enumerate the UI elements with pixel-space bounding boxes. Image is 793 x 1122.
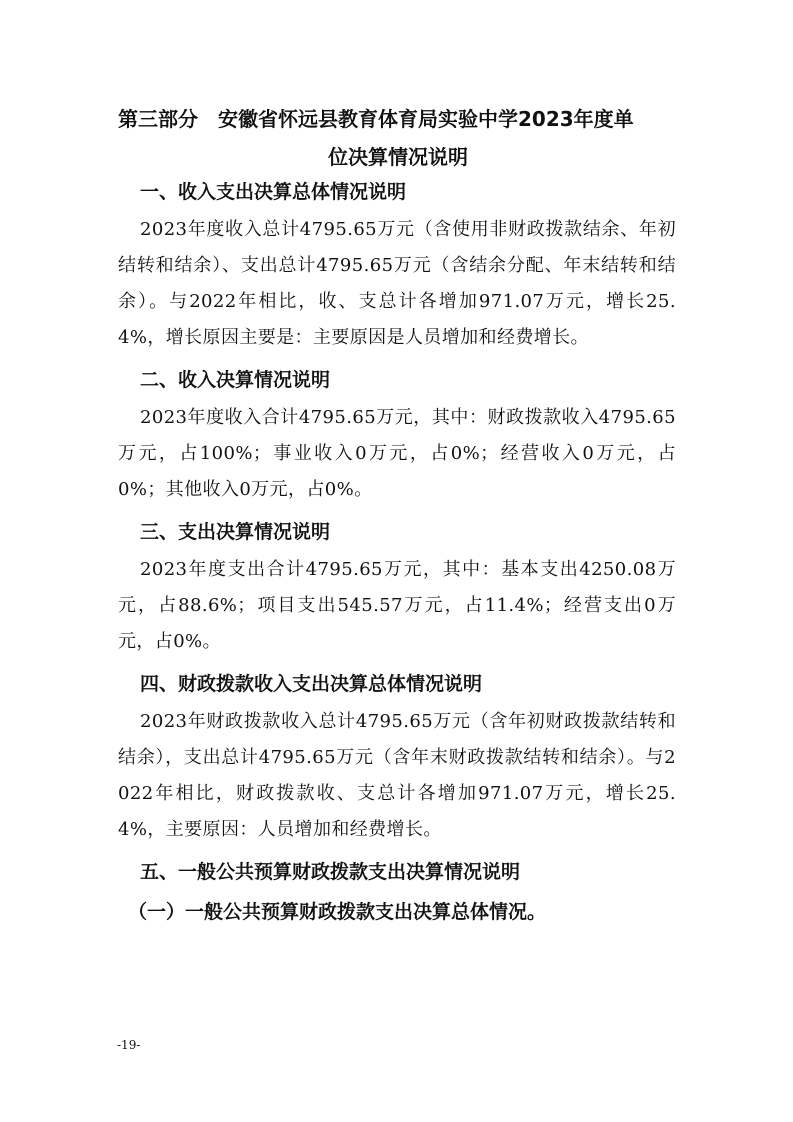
section-paragraph-2: 2023年度收入合计4795.65万元，其中：财政拨款收入4795.65万元，占100%；事业收入0万元，占0%；经营收入0万元，占0%；其他收入0万元，占0%。 xyxy=(118,407,676,500)
section-paragraph-4: 2023年财政拨款收入总计4795.65万元（含年初财政拨款结转和结余），支出总计4795.65万元（含年末财政拨款结转和结余）。与2022年相比，财政拨款收、支总计各增加971.07万元，增长25.4%，主要原因：人员增加和经费增长。 xyxy=(118,711,676,840)
page-number: -19- xyxy=(117,1038,141,1052)
section-heading-4: 四、财政拨款收入支出决算总体情况说明 xyxy=(140,673,483,695)
section-paragraph-1: 2023年度收入总计4795.65万元（含使用非财政拨款结余、年初结转和结余）、支出总计4795.65万元（含结余分配、年末结转和结余）。与2022年相比，收、支总计各增加971.07万元，增长25.4%，增长原因主要是：主要原因是人员增加和经费增长。 xyxy=(118,219,676,348)
document-body xyxy=(118,172,676,932)
section-heading-2: 二、收入决算情况说明 xyxy=(140,369,331,391)
subsection-heading-1: （一）一般公共预算财政拨款支出决算总体情况。 xyxy=(128,901,547,923)
document-title-line1: 第三部分 安徽省怀远县教育体育局实验中学2023年度单 xyxy=(118,107,634,131)
section-heading-5: 五、一般公共预算财政拨款支出决算情况说明 xyxy=(140,861,521,883)
section-heading-3: 三、支出决算情况说明 xyxy=(140,521,331,543)
document-title xyxy=(118,100,678,176)
document-title-line2: 位决算情况说明 xyxy=(328,145,468,169)
section-heading-1: 一、收入支出决算总体情况说明 xyxy=(140,181,407,203)
section-paragraph-3: 2023年度支出合计4795.65万元，其中：基本支出4250.08万元，占88.6%；项目支出545.57万元，占11.4%；经营支出0万元，占0%。 xyxy=(118,559,676,652)
